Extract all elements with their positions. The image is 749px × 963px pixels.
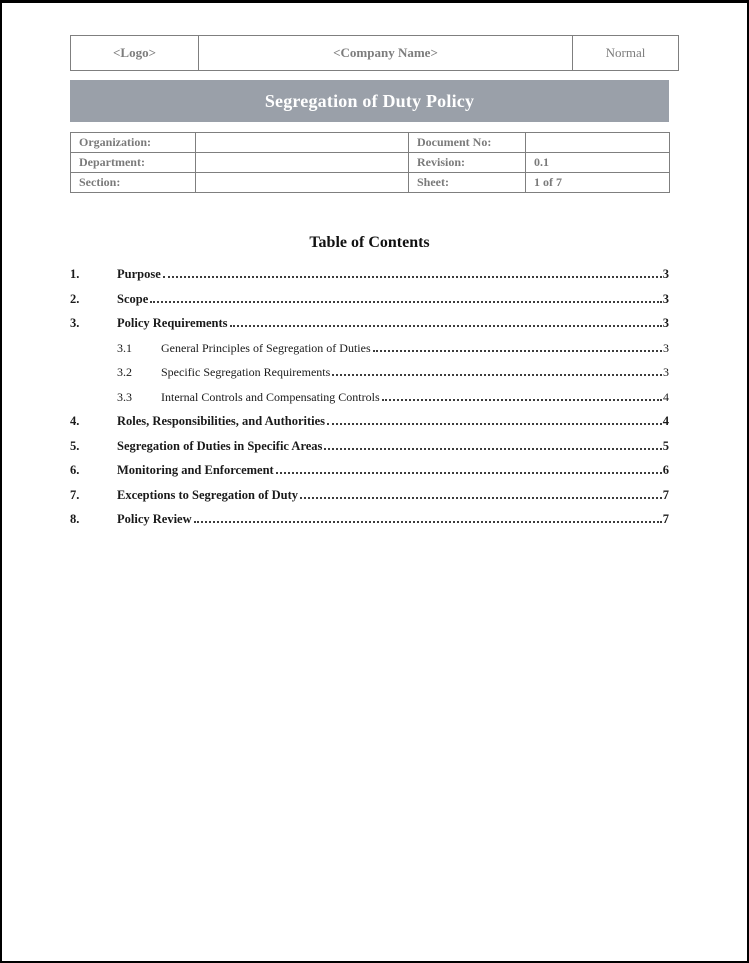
toc-entry-label: General Principles of Segregation of Duties (161, 340, 371, 355)
toc-entry-number: 3.1 (117, 340, 132, 355)
dot-leader (373, 350, 662, 352)
toc-entry[interactable] (70, 316, 669, 341)
dot-leader (194, 521, 662, 523)
dot-leader (332, 374, 662, 376)
toc-entry-page: 5 (662, 438, 669, 453)
dot-leader (324, 448, 661, 450)
toc-entry-number: 3. (70, 316, 80, 330)
toc-entry-number: 6. (70, 463, 80, 477)
info-value[interactable] (196, 153, 409, 173)
toc-entry-page: 3 (662, 291, 669, 306)
dot-leader (150, 301, 662, 303)
toc-entry[interactable] (70, 512, 669, 537)
info-value[interactable]: 0.1 (526, 153, 670, 173)
toc-entry-number: 1. (70, 267, 80, 281)
toc-entry-number: 8. (70, 512, 80, 526)
toc-entry-label: Segregation of Duties in Specific Areas (117, 438, 323, 453)
dot-leader (163, 276, 662, 278)
document-title: Segregation of Duty Policy (264, 90, 475, 111)
table-of-contents (70, 267, 669, 537)
info-label: Organization: (71, 133, 196, 153)
toc-entry[interactable] (70, 390, 669, 415)
toc-entry-label: Purpose (117, 267, 161, 281)
toc-entry-page: 3 (663, 365, 669, 379)
toc-entry-page: 7 (662, 487, 669, 502)
toc-entry-page: 4 (663, 389, 669, 404)
toc-entry-label: Policy Review (117, 512, 192, 526)
toc-entry[interactable] (70, 292, 669, 317)
toc-entry-page: 3 (663, 340, 669, 355)
info-label: Department: (71, 153, 196, 173)
toc-entry-page: 6 (662, 463, 669, 477)
toc-entry-label: Exceptions to Segregation of Duty (117, 487, 299, 502)
toc-entry-label: Scope (117, 291, 149, 306)
toc-entry-label: Specific Segregation Requirements (161, 365, 331, 379)
info-table-row (71, 173, 670, 193)
toc-entry-label: Monitoring and Enforcement (117, 463, 274, 477)
info-value[interactable] (526, 133, 670, 153)
toc-entry-page: 7 (662, 512, 669, 526)
toc-entry[interactable] (70, 488, 669, 513)
info-label: Section: (71, 173, 196, 193)
toc-entry[interactable] (70, 365, 669, 390)
info-value[interactable] (196, 133, 409, 153)
toc-entry[interactable] (70, 463, 669, 488)
dot-leader (300, 497, 662, 499)
toc-entry-page: 4 (662, 414, 669, 428)
toc-entry[interactable] (70, 341, 669, 366)
info-value[interactable]: 1 of 7 (526, 173, 670, 193)
toc-entry-number: 4. (70, 414, 80, 428)
info-label: Document No: (409, 133, 526, 153)
info-label: Revision: (409, 153, 526, 173)
toc-entry-label: Roles, Responsibilities, and Authorities (117, 414, 326, 428)
toc-entry-number: 7. (70, 487, 80, 502)
document-header-table (70, 35, 679, 71)
toc-entry-number: 5. (70, 438, 80, 453)
logo-placeholder[interactable]: <Logo> (71, 36, 199, 71)
document-info-table (70, 132, 670, 193)
dot-leader (382, 399, 662, 401)
document-title-banner (70, 80, 669, 122)
toc-entry-label: Policy Requirements (117, 316, 228, 330)
info-table-row (71, 153, 670, 173)
toc-entry[interactable] (70, 267, 669, 292)
toc-entry-page: 3 (662, 267, 669, 281)
header-row (71, 36, 679, 71)
toc-entry-label: Internal Controls and Compensating Controls (161, 389, 380, 404)
toc-entry[interactable] (70, 439, 669, 464)
info-table-row (71, 133, 670, 153)
toc-entry-number: 3.2 (117, 365, 132, 379)
toc-entry[interactable] (70, 414, 669, 439)
toc-entry-number: 3.3 (117, 389, 132, 404)
info-value[interactable] (196, 173, 409, 193)
dot-leader (230, 325, 662, 327)
toc-title: Table of Contents (309, 234, 430, 251)
toc-entry-page: 3 (662, 316, 669, 330)
info-label: Sheet: (409, 173, 526, 193)
toc-entry-number: 2. (70, 291, 80, 306)
dot-leader (327, 423, 662, 425)
classification-cell[interactable]: Normal (573, 36, 679, 71)
company-name-placeholder[interactable]: <Company Name> (199, 36, 573, 71)
dot-leader (276, 472, 662, 474)
